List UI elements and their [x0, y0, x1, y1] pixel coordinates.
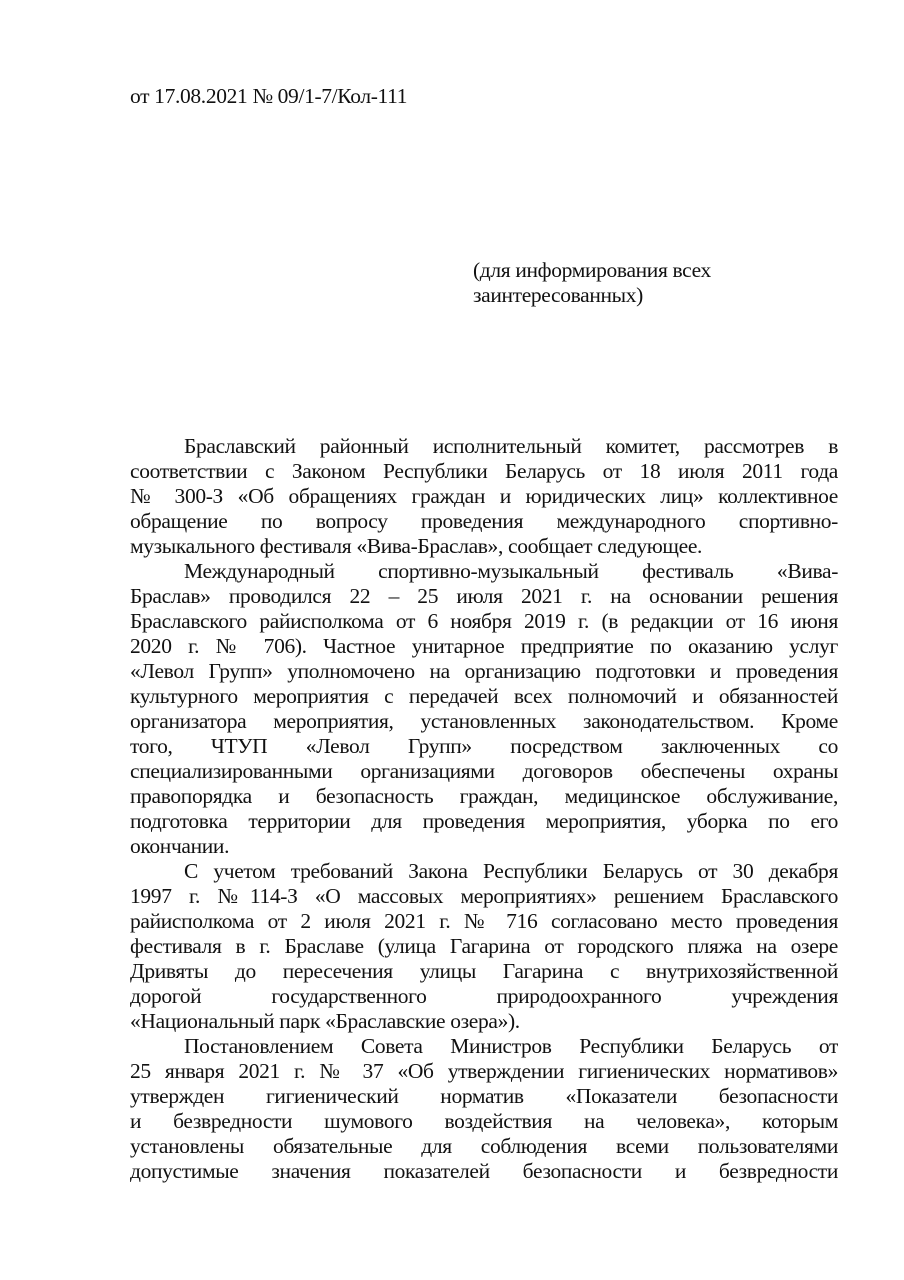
paragraph-line: утвержден гигиенический норматив «Показатели безопасности: [130, 1084, 838, 1108]
paragraph-line: 25 января 2021 г. № 37 «Об утверждении гигиенических нормативов»: [130, 1059, 838, 1083]
paragraph-line: «Национальный парк «Браславские озера»).: [130, 1009, 520, 1033]
paragraph-line: «Левол Групп» уполномочено на организацию подготовки и проведения: [130, 659, 838, 683]
paragraph-line: организатора мероприятия, установленных законодательством. Кроме: [130, 709, 838, 733]
paragraph-line: обращение по вопросу проведения международного спортивно-: [130, 509, 838, 533]
paragraph-line: Дривяты до пересечения улицы Гагарина с внутрихозяйственной: [130, 959, 838, 983]
paragraph-line: № 300-З «Об обращениях граждан и юридических лиц» коллективное: [130, 484, 838, 508]
paragraph-line: культурного мероприятия с передачей всех полномочий и обязанностей: [130, 684, 838, 708]
paragraph-line: фестиваля в г. Браславе (улица Гагарина от городского пляжа на озере: [130, 934, 838, 958]
paragraph-line: правопорядка и безопасность граждан, медицинское обслуживание,: [130, 784, 838, 808]
paragraph-line: специализированными организациями договоров обеспечены охраны: [130, 759, 838, 783]
paragraph-line: Браслав» проводился 22 – 25 июля 2021 г. на основании решения: [130, 584, 838, 608]
paragraph-line: Международный спортивно-музыкальный фестиваль «Вива-: [184, 559, 838, 583]
paragraph-line: установлены обязательные для соблюдения всеми пользователями: [130, 1134, 838, 1158]
paragraph: [130, 559, 838, 859]
addressee-note: [473, 258, 793, 308]
paragraph-line: подготовка территории для проведения мероприятия, уборка по его: [130, 809, 838, 833]
paragraph-line: окончании.: [130, 834, 230, 858]
paragraph: [130, 434, 838, 559]
paragraph-line: Браславский районный исполнительный комитет, рассмотрев в: [184, 434, 838, 458]
paragraph-line: соответствии с Законом Республики Беларусь от 18 июля 2011 года: [130, 459, 838, 483]
paragraph: [130, 1034, 838, 1184]
paragraph-line: того, ЧТУП «Левол Групп» посредством заключенных со: [130, 734, 838, 758]
paragraph-line: дорогой государственного природоохранного учреждения: [130, 984, 838, 1008]
paragraph-line: 1997 г. №114-З «О массовых мероприятиях» решением Браславского: [130, 884, 838, 908]
paragraph-line: допустимые значения показателей безопасности и безвредности: [130, 1159, 838, 1183]
addressee-line: заинтересованных): [473, 283, 643, 307]
paragraph: [130, 859, 838, 1034]
paragraph-line: С учетом требований Закона Республики Беларусь от 30 декабря: [184, 859, 838, 883]
paragraph-line: Браславского райисполкома от 6 ноября 2019 г. (в редакции от 16 июня: [130, 609, 838, 633]
paragraph-line: музыкального фестиваля «Вива-Браслав», сообщает следующее.: [130, 534, 703, 558]
addressee-line: (для информирования всех: [473, 258, 711, 282]
paragraph-line: 2020 г. № 706). Частное унитарное предприятие по оказанию услуг: [130, 634, 838, 658]
paragraph-line: райисполкома от 2 июля 2021 г. № 716 согласовано место проведения: [130, 909, 838, 933]
document-body: [130, 434, 838, 1184]
document-reference-number: от 17.08.2021 № 09/1-7/Кол-111: [130, 84, 408, 108]
paragraph-line: Постановлением Совета Министров Республики Беларусь от: [184, 1034, 838, 1058]
paragraph-line: и безвредности шумового воздействия на человека», которым: [130, 1109, 838, 1133]
